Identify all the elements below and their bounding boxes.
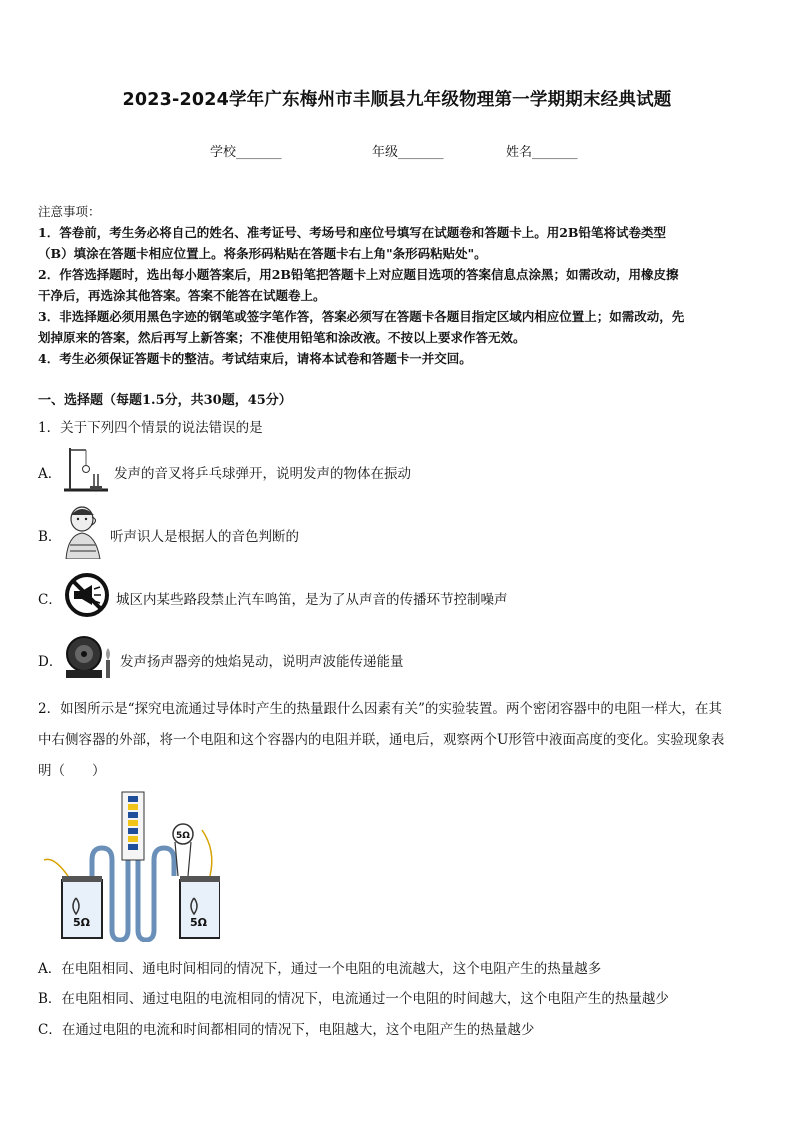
question-2-stem: 2．如图所示是“探究电流通过导体时产生的热量跟什么因素有关”的实验装置。两个密闭容器中的电阻一样大，在其 (38, 701, 722, 717)
question-2-stem: 明（ ） (38, 763, 106, 779)
option-c-text: 城区内某些路段禁止汽车鸣笛，是为了从声音的传播环节控制噪声 (116, 592, 508, 608)
question-1-stem: 1．关于下列四个情景的说法错误的是 (38, 420, 263, 436)
name-field: 姓名_______ (506, 145, 578, 160)
no-horn-sign-icon (62, 572, 112, 618)
joule-heating-apparatus-figure (40, 790, 220, 942)
external-resistor-label: 5Ω (176, 831, 190, 841)
grade-field: 年级_______ (372, 145, 444, 160)
option-a-text: 发声的音叉将乒乓球弹开，说明发声的物体在振动 (114, 466, 411, 482)
option-c-letter: C． (38, 592, 62, 608)
question-2-choice-c: C．在通过电阻的电流和时间都相同的情况下，电阻越大，这个电阻产生的热量越少 (38, 1022, 535, 1038)
option-b-letter: B． (38, 529, 62, 545)
page-title: 2023-2024学年广东梅州市丰顺县九年级物理第一学期期末经典试题 (122, 90, 672, 110)
left-resistor-label: 5Ω (73, 916, 91, 929)
school-field: 学校_______ (210, 145, 282, 160)
notes-line: 干净后，再选涂其他答案。答案不能答在试题卷上。 (38, 288, 326, 303)
notes-line: 1．答卷前，考生务必将自己的姓名、准考证号、考场号和座位号填写在试题卷和答题卡上。用2B铅笔将试卷类型 (38, 225, 666, 240)
section-heading: 一、选择题（每题1.5分，共30题，45分） (38, 393, 292, 408)
option-b-text: 听声识人是根据人的音色判断的 (110, 529, 299, 545)
tuning-fork-icon (60, 444, 112, 494)
right-resistor-label: 5Ω (190, 916, 208, 929)
option-a-letter: A． (38, 466, 62, 482)
notes-line: 2．作答选择题时，选出每小题答案后，用2B铅笔把答题卡上对应题目选项的答案信息点涂黑；如需改动，用橡皮擦 (38, 267, 679, 282)
option-d-text: 发声扬声器旁的烛焰晃动，说明声波能传递能量 (120, 654, 404, 670)
question-2-choice-b: B．在电阻相同、通过电阻的电流相同的情况下，电流通过一个电阻的时间越大，这个电阻产生的热量越少 (38, 991, 669, 1007)
speaker-candle-icon (62, 630, 118, 680)
notes-line: 划掉原来的答案，然后再写上新答案；不准使用铅笔和涂改液。不按以上要求作答无效。 (38, 330, 526, 345)
question-2-choice-a: A．在电阻相同、通电时间相同的情况下，通过一个电阻的电流越大，这个电阻产生的热量越多 (38, 961, 602, 977)
option-d-letter: D． (38, 654, 63, 670)
question-2-stem: 中右侧容器的外部，将一个电阻和这个容器内的电阻并联，通电后，观察两个U形管中液面高度的变化。实验现象表 (38, 732, 725, 748)
notes-line: 4．考生必须保证答题卡的整洁。考试结束后，请将本试卷和答题卡一并交回。 (38, 351, 472, 366)
notes-line: （B）填涂在答题卡相应位置上。将条形码粘贴在答题卡右上角"条形码粘贴处"。 (38, 246, 487, 261)
notes-line: 3．非选择题必须用黑色字迹的钢笔或签字笔作答，答案必须写在答题卡各题目指定区域内相应位置上；如需改动，先 (38, 309, 685, 324)
person-listening-icon (62, 505, 106, 559)
notes-heading: 注意事项： (38, 204, 101, 219)
